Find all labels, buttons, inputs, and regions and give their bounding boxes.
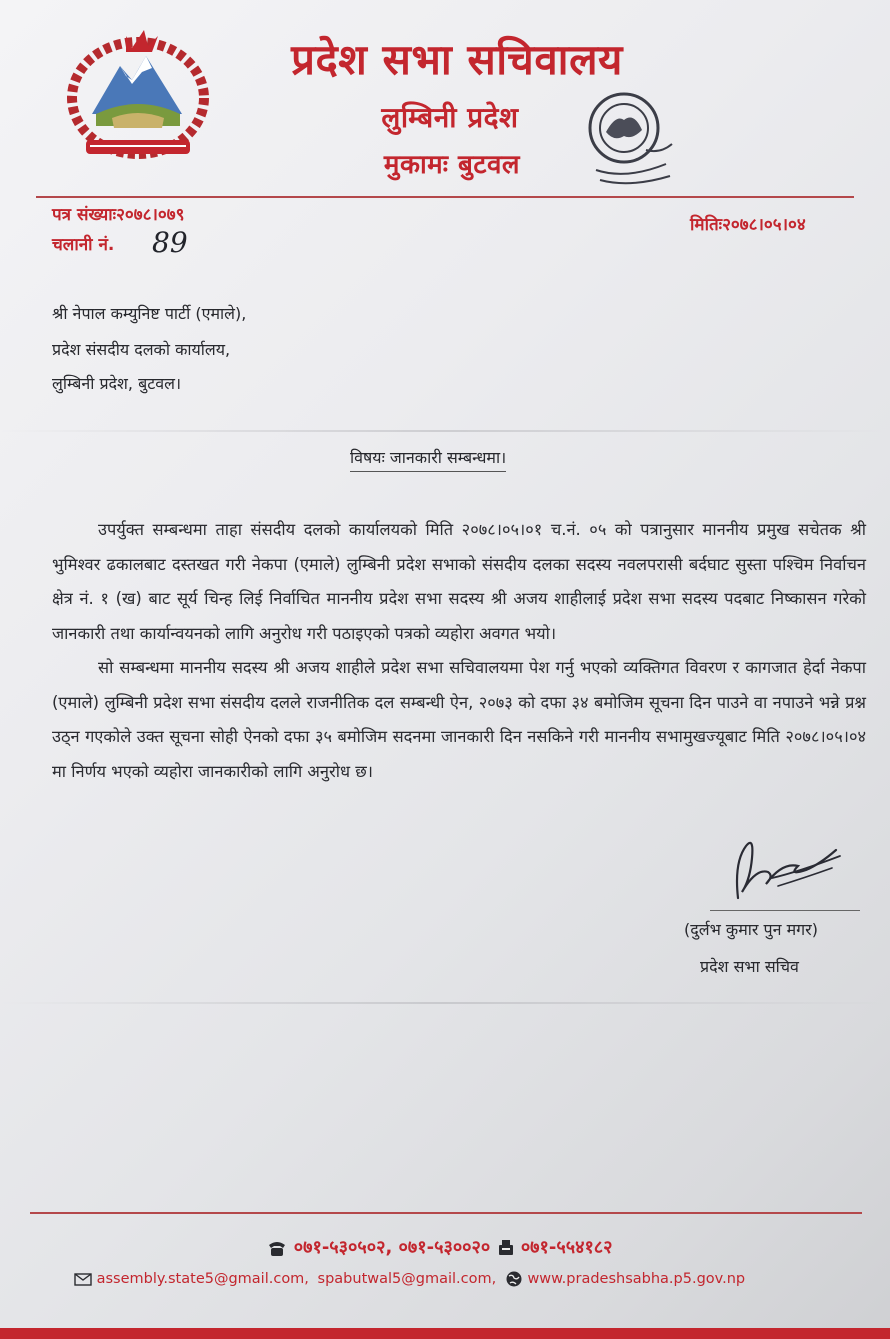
office-location: मुकामः बुटवल (383, 150, 521, 180)
globe-icon (505, 1270, 523, 1288)
letter-subject: विषयः जानकारी सम्बन्धमा। (350, 446, 506, 472)
signature-icon (728, 832, 846, 910)
email-icon (74, 1273, 92, 1286)
fax-icon (497, 1239, 515, 1257)
fax-number: ०७१-५५४१८२ (520, 1237, 613, 1258)
paper-fold (0, 1002, 890, 1004)
signatory-title: प्रदेश सभा सचिव (700, 957, 799, 976)
nepal-emblem-icon (62, 22, 214, 162)
email-primary: assembly.state5@gmail.com, (96, 1271, 309, 1287)
dispatch-label: चलानी नं. (52, 235, 115, 255)
letter-body (52, 513, 866, 789)
paper-fold (0, 430, 890, 432)
letter-number: पत्र संख्याः२०७८।०७९ (52, 205, 185, 225)
signature-line (710, 910, 860, 911)
website-url: www.pradeshsabha.p5.gov.np (527, 1271, 746, 1287)
letter-date: मितिः२०७८।०५।०४ (690, 215, 806, 235)
body-paragraph-2: सो सम्बन्धमा माननीय सदस्य श्री अजय शाहीले प्रदेश सभा सचिवालयमा पेश गर्नु भएको व्यक्तिगत विवरण र कागजात हेर्दा नेकपा (एमाले) लुम्बिनी प्रदेश सभा संसदीय दलले राजनीतिक दल सम्बन्धी ऐन, २०७३ को दफा ३४ बमोजिम सूचना दिन पाउने वा नपाउने भन्ने प्रश्न उठ्न गएकोले उक्त सूचना सोही ऐनको दफा ३५ बमोजिम सदनमा जानकारी दिन नसकिने गरी माननीय सभामुखज्यूबाट मिति २०७८।०५।०४ मा निर्णय भएको व्यहोरा जानकारीको लागि अनुरोध छ। (52, 658, 866, 781)
phone-numbers: ०७१-५३०५०२, ०७१-५३००२० (293, 1237, 497, 1258)
email-secondary: spabutwal5@gmail.com, (317, 1271, 497, 1287)
footer-band (0, 1328, 890, 1339)
recipient-line-3: लुम्बिनी प्रदेश, बुटवल। (52, 374, 182, 393)
letterhead-divider (36, 196, 854, 198)
office-seal-icon (576, 84, 682, 194)
dispatch-number: 89 (152, 226, 188, 259)
recipient-line-1: श्री नेपाल कम्युनिष्ट पार्टी (एमाले), (52, 304, 247, 323)
footer-phones (200, 1235, 680, 1259)
signatory-name: (दुर्लभ कुमार पुन मगर) (684, 920, 818, 939)
body-paragraph-1: उपर्युक्त सम्बन्धमा ताहा संसदीय दलको कार्यालयको मिति २०७८।०५।०१ च.नं. ०५ को पत्रानुसार माननीय प्रमुख सचेतक श्री भुमिश्वर ढकालबाट दस्तखत गरी नेकपा (एमाले) लुम्बिनी प्रदेश सभाको संसदीय दलका सदस्य नवलपरासी बर्दघाट सुस्ता पश्चिम निर्वाचन क्षेत्र नं. १ (ख) बाट सूर्य चिन्ह लिई निर्वाचित माननीय प्रदेश सभा सदस्य श्री अजय शाहीलाई प्रदेश सभा सदस्य पदबाट निष्कासन गरेको जानकारी तथा कार्यान्वयनको लागि अनुरोध गरी पठाइएको पत्रको व्यहोरा अवगत भयो। (52, 520, 866, 643)
recipient-line-2: प्रदेश संसदीय दलको कार्यालय, (52, 340, 231, 359)
footer-contacts (74, 1270, 749, 1288)
phone-icon (267, 1239, 287, 1257)
footer-divider (30, 1212, 862, 1214)
office-title: प्रदेश सभा सचिवालय (291, 35, 623, 84)
province-name: लुम्बिनी प्रदेश (381, 101, 519, 134)
